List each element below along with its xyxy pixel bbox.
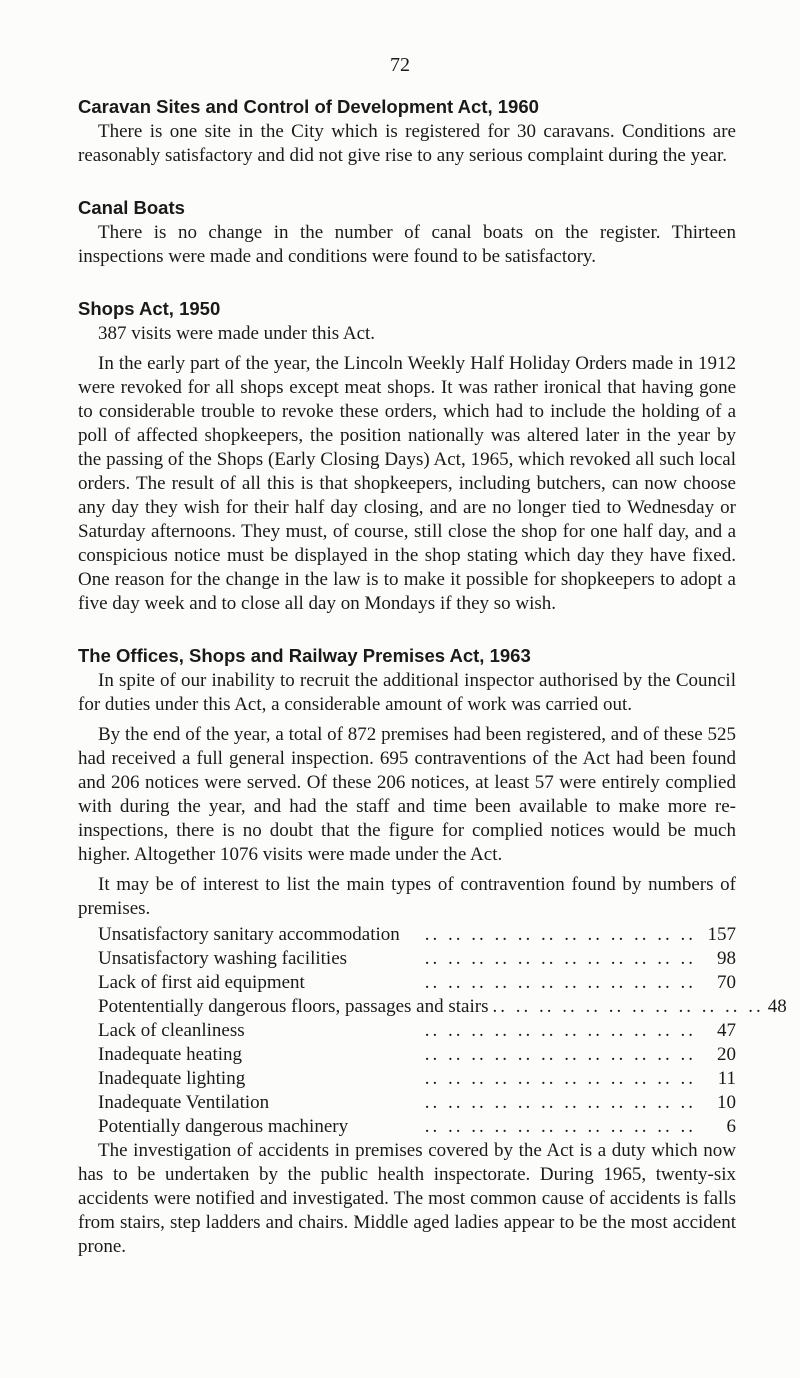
row-label: Unsatisfactory sanitary accommodation	[98, 924, 400, 945]
section-heading: Canal Boats	[78, 197, 185, 218]
table-row: Unsatisfactory sanitary accommodation .. .. .. .. .. .. .. .. .. .. .. .. 157	[98, 924, 736, 945]
section-canal-boats	[78, 195, 736, 269]
row-label: Inadequate lighting	[98, 1068, 246, 1089]
table-row: Inadequate heating .. .. .. .. .. .. .. .. .. .. .. .. 20	[98, 1044, 736, 1065]
section-offices-shops-railway	[78, 643, 787, 1259]
row-value: 70	[717, 972, 736, 993]
section-heading: The Offices, Shops and Railway Premises Act, 1963	[78, 645, 531, 666]
page-number: 72	[390, 54, 410, 76]
paragraph: There is no change in the number of canal boats on the register. Thirteen inspections were made and conditions were found to be satisfactory.	[78, 222, 736, 267]
paragraph: In spite of our inability to recruit the additional inspector authorised by the Council for duties under this Act, a considerable amount of work was carried out.	[78, 670, 736, 715]
section-shops-act	[78, 296, 736, 616]
table-row: Lack of cleanliness .. .. .. .. .. .. .. .. .. .. .. .. 47	[98, 1020, 736, 1041]
paragraph: There is one site in the City which is registered for 30 caravans. Conditions are reasonably satisfactory and did not give rise to any serious complaint during the year.	[78, 121, 736, 166]
paragraph: By the end of the year, a total of 872 premises had been registered, and of these 525 had received a full general inspection. 695 contraventions of the Act had been found and 206 notices were served. Of these 206 notices, at least 57 were entirely complied with during the year, and had the staff and time been available to make more re-inspections, there is no doubt that the figure for complied notices would be much higher. Altogether 1076 visits were made under the Act.	[78, 724, 736, 865]
table-row: Potentially dangerous machinery .. .. .. .. .. .. .. .. .. .. .. .. 6	[98, 1116, 736, 1137]
table-row: Potententially dangerous floors, passages and stairs .. .. .. .. .. .. .. .. .. .. .. .. 48	[98, 996, 787, 1017]
section-heading: Caravan Sites and Control of Development Act, 1960	[78, 96, 539, 117]
row-value: 6	[726, 1116, 736, 1137]
table-row: Inadequate lighting .. .. .. .. .. .. .. .. .. .. .. .. 11	[98, 1068, 736, 1089]
row-label: Unsatisfactory washing facilities	[98, 948, 348, 969]
section-caravan-sites	[78, 94, 736, 168]
paragraph: 387 visits were made under this Act.	[98, 323, 376, 344]
row-value: 48	[767, 996, 787, 1017]
row-label: Inadequate heating	[98, 1044, 243, 1065]
row-label: Potentially dangerous machinery	[98, 1116, 349, 1137]
row-value: 11	[717, 1068, 736, 1089]
row-value: 10	[717, 1092, 736, 1113]
row-value: 98	[717, 948, 736, 969]
page-content	[78, 94, 787, 1286]
section-heading: Shops Act, 1950	[78, 298, 221, 319]
row-value: 157	[707, 924, 736, 945]
paragraph: In the early part of the year, the Lincoln Weekly Half Holiday Orders made in 1912 were revoked for all shops except meat shops. It was rather ironical that having gone to considerable trouble to revoke these orders, which had to include the holding of a poll of affected shopkeepers, the position nationally was altered later in the year by the passing of the Shops (Early Closing Days) Act, 1965, which revoked all such local orders. The result of all this is that shopkeepers, including butchers, can now choose any day they wish for their half day closing, and are no longer tied to Wednesday or Saturday afternoons. They must, of course, still close the shop for one half day, and a conspicious notice must be displayed in the shop stating which day they have fixed. One reason for the change in the law is to make it possible for shopkeepers to adopt a five day week and to close all day on Mondays if they so wish.	[78, 353, 736, 614]
contravention-table	[78, 923, 787, 1139]
row-label: Inadequate Ventilation	[98, 1092, 270, 1113]
table-row: Unsatisfactory washing facilities .. .. .. .. .. .. .. .. .. .. .. .. 98	[98, 948, 736, 969]
table-row: Lack of first aid equipment .. .. .. .. .. .. .. .. .. .. .. .. 70	[98, 972, 736, 993]
row-value: 20	[717, 1044, 736, 1065]
paragraph: It may be of interest to list the main types of contravention found by numbers of premises.	[78, 874, 736, 919]
row-label: Lack of cleanliness	[98, 1020, 245, 1041]
table-row: Inadequate Ventilation .. .. .. .. .. .. .. .. .. .. .. .. 10	[98, 1092, 736, 1113]
row-label: Lack of first aid equipment	[98, 972, 305, 993]
row-value: 47	[717, 1020, 736, 1041]
paragraph: The investigation of accidents in premises covered by the Act is a duty which now has to be undertaken by the public health inspectorate. During 1965, twenty-six accidents were notified and investigated. The most common cause of accidents is falls from stairs, step ladders and chairs. Middle aged ladies appear to be the most accident prone.	[78, 1140, 736, 1257]
row-label: Potententially dangerous floors, passages and stairs	[98, 996, 489, 1017]
